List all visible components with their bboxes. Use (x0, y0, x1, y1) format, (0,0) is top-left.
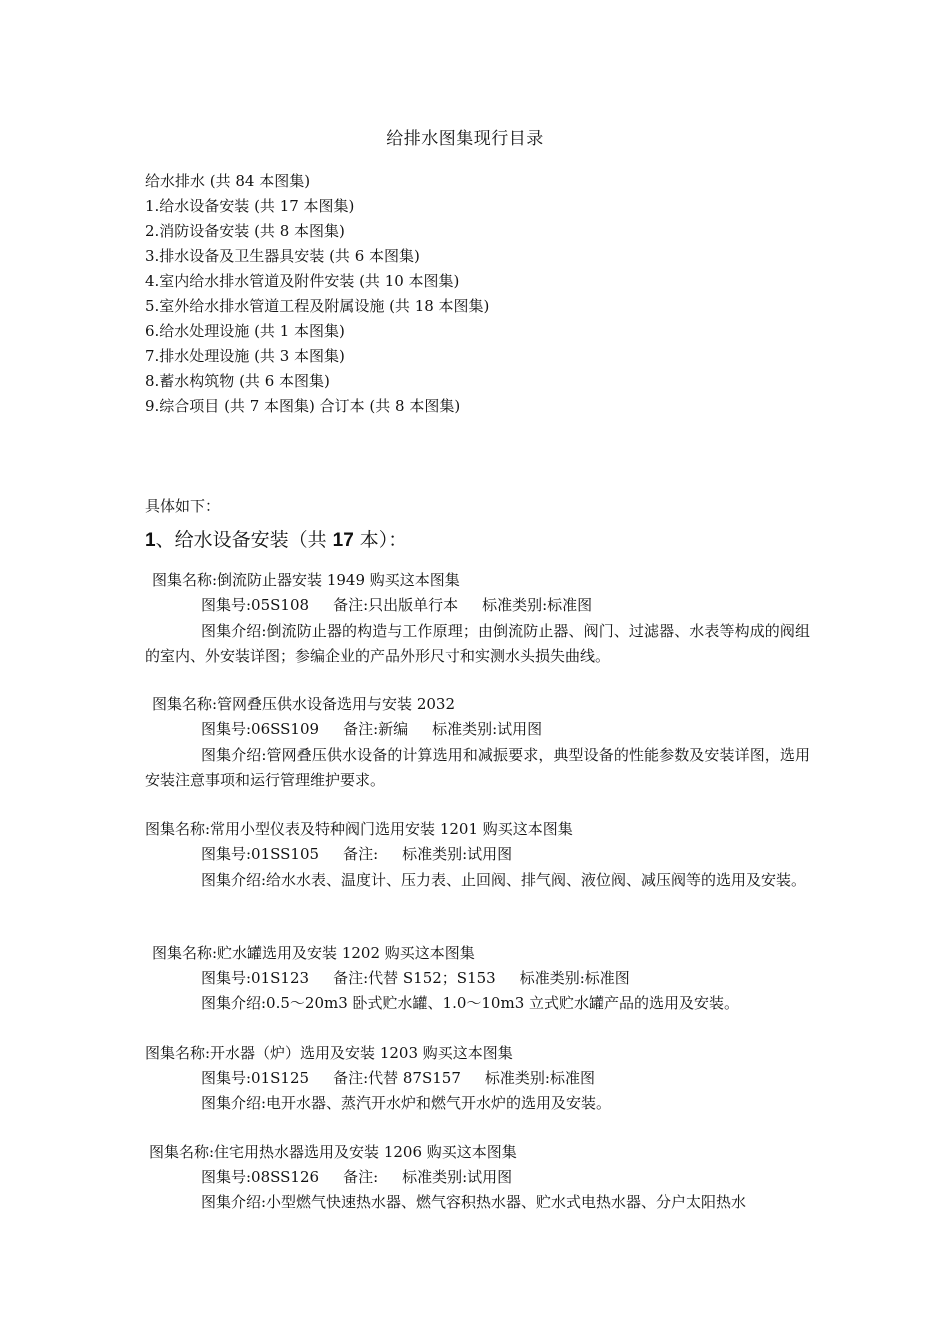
summary-item: 3.排水设备及卫生器具安装 (共 6 本图集) (145, 247, 420, 265)
summary-item: 8.蓄水构筑物 (共 6 本图集) (145, 372, 330, 390)
atlas-note: 备注:只出版单行本 (333, 596, 459, 614)
atlas-code: 图集号:01SS105 (201, 845, 320, 863)
atlas-category: 标准类别:标准图 (482, 596, 593, 614)
atlas-note: 备注: (343, 845, 379, 863)
atlas-category: 标准类别:标准图 (519, 969, 630, 987)
atlas-intro: 图集介绍:管网叠压供水设备的计算选用和减振要求，典型设备的性能参数及安装详图，选用安装注意事项和运行管理维护要求。 (145, 746, 810, 789)
atlas-code: 图集号:05S108 (201, 596, 310, 614)
atlas-category: 标准类别:标准图 (484, 1069, 595, 1087)
atlas-category: 标准类别:试用图 (432, 720, 543, 738)
summary-item: 6.给水处理设施 (共 1 本图集) (145, 322, 345, 340)
atlas-note: 备注: (343, 1168, 379, 1186)
atlas-name: 图集名称:住宅用热水器选用及安装 1206 购买这本图集 (149, 1143, 517, 1161)
atlas-category: 标准类别:试用图 (402, 845, 513, 863)
atlas-note: 备注:代替 S152；S153 (333, 969, 496, 987)
section-number: 1 (145, 530, 156, 551)
section-heading (145, 525, 407, 552)
atlas-intro: 图集介绍:倒流防止器的构造与工作原理；由倒流防止器、阀门、过滤器、水表等构成的阀组的室内、外安装详图；参编企业的产品外形尺寸和实测水头损失曲线。 (145, 622, 810, 665)
summary-item: 4.室内给水排水管道及附件安装 (共 10 本图集) (145, 272, 460, 290)
summary-item: 7.排水处理设施 (共 3 本图集) (145, 347, 345, 365)
atlas-intro: 图集介绍:小型燃气快速热水器、燃气容积热水器、贮水式电热水器、分户太阳热水 (201, 1193, 747, 1211)
atlas-name: 图集名称:常用小型仪表及特种阀门选用安装 1201 购买这本图集 (145, 820, 573, 838)
atlas-intro: 图集介绍:给水水表、温度计、压力表、止回阀、排气阀、液位阀、减压阀等的选用及安装。 (201, 871, 807, 889)
atlas-name: 图集名称:贮水罐选用及安装 1202 购买这本图集 (152, 944, 475, 962)
atlas-note: 备注:代替 87S157 (333, 1069, 461, 1087)
atlas-meta (201, 967, 630, 989)
section-title-a: 、给水设备安装（共 (155, 529, 333, 551)
atlas-intro: 图集介绍:电开水器、蒸汽开水炉和燃气开水炉的选用及安装。 (201, 1094, 612, 1112)
details-intro: 具体如下： (145, 497, 221, 515)
atlas-code: 图集号:08SS126 (201, 1168, 320, 1186)
atlas-note: 备注:新编 (343, 720, 409, 738)
atlas-meta (201, 718, 542, 740)
summary-item: 5.室外给水排水管道工程及附属设施 (共 18 本图集) (145, 297, 490, 315)
atlas-meta (201, 594, 592, 616)
atlas-name: 图集名称:开水器（炉）选用及安装 1203 购买这本图集 (145, 1044, 513, 1062)
atlas-intro: 图集介绍:0.5～20m3 卧式贮水罐、1.0～10m3 立式贮水罐产品的选用及安装。 (201, 994, 740, 1012)
atlas-code: 图集号:06SS109 (201, 720, 320, 738)
section-count: 17 (332, 530, 354, 551)
atlas-meta (201, 1067, 595, 1089)
summary-header: 给水排水 (共 84 本图集) (145, 172, 311, 190)
summary-item: 1.给水设备安装 (共 17 本图集) (145, 197, 355, 215)
section-title-b: 本）： (353, 529, 408, 551)
atlas-category: 标准类别:试用图 (402, 1168, 513, 1186)
summary-item: 9.综合项目 (共 7 本图集) 合订本 (共 8 本图集) (145, 397, 461, 415)
page-title: 给排水图集现行目录 (386, 129, 544, 149)
atlas-meta (201, 1166, 512, 1188)
atlas-code: 图集号:01S123 (201, 969, 310, 987)
atlas-meta (201, 843, 512, 865)
summary-item: 2.消防设备安装 (共 8 本图集) (145, 222, 345, 240)
atlas-name: 图集名称:管网叠压供水设备选用与安装 2032 (152, 695, 455, 713)
atlas-name: 图集名称:倒流防止器安装 1949 购买这本图集 (152, 571, 460, 589)
atlas-code: 图集号:01S125 (201, 1069, 310, 1087)
